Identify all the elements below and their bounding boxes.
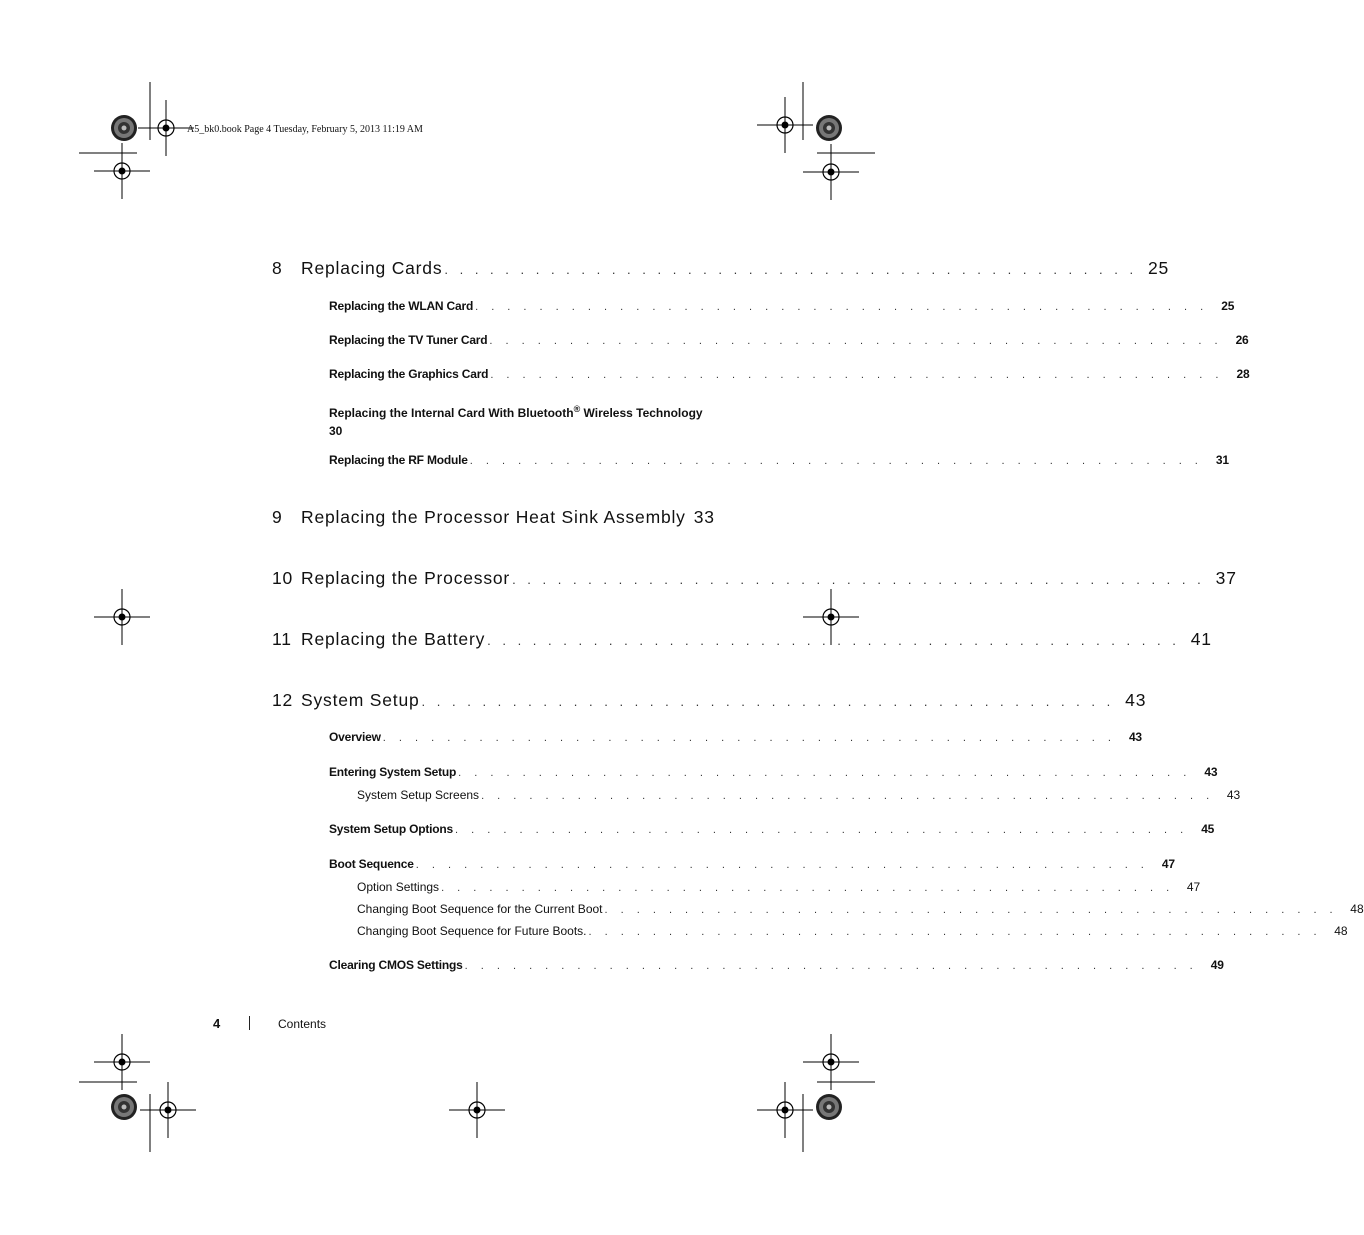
dot-leader: . . . . . . . . . . . . . . . . . . . . . . . . . . . . . . . . . . . . . . . . . . . . . . (604, 904, 1338, 916)
toc-section[interactable] (329, 367, 1250, 381)
page-number: 33 (693, 507, 715, 527)
page-number: 26 (1235, 333, 1249, 347)
toc-section[interactable] (329, 333, 1249, 347)
crosshair-icon (803, 144, 859, 200)
crosshair-icon (94, 143, 150, 199)
dot-leader: . . . . . . . . . . . . . . . . . . . . . . . . . . . . . . . . . . . . . . . . . . . . . . (441, 882, 1175, 894)
crosshair-icon (140, 1082, 196, 1138)
dot-leader: . . . . . . . . . . . . . . . . . . . . . . . . . . . . . . . . . . . . . . . . . . . . . . (464, 960, 1198, 972)
dot-leader: . . . . . . . . . . . . . . . . . . . . . . . . . . . . . . . . . . . . . . . . . . . . . . (487, 633, 1180, 648)
footer-divider (249, 1016, 250, 1030)
chapter-title: Replacing the Processor Heat Sink Assembly (301, 507, 686, 527)
star-target-icon (816, 115, 842, 141)
star-target-icon (111, 1094, 137, 1120)
dot-leader: . . . . . . . . . . . . . . . . . . . . . . . . . . . . . . . . . . . . . . . . . . . . . . (382, 732, 1116, 744)
page-number: 43 (1128, 730, 1142, 744)
section-title: Replacing the WLAN Card (329, 299, 474, 313)
toc-section[interactable] (329, 765, 1218, 779)
dot-leader: . . . . . . . . . . . . . . . . . . . . . . . . . . . . . . . . . . . . . . . . . . . . . . (475, 301, 1209, 313)
dot-leader: . . . . . . . . . . . . . . . . . . . . . . . . . . . . . . . . . . . . . . . . . . . . . . (421, 694, 1115, 709)
subsection-title: Changing Boot Sequence for Future Boots. (357, 924, 587, 938)
page-number: 47 (1186, 880, 1201, 894)
toc-section[interactable] (329, 857, 1175, 871)
page-number: 25 (1147, 258, 1170, 278)
page-number: 49 (1210, 958, 1224, 972)
dot-leader: . . . . . . . . . . . . . . . . . . . . . . . . . . . . . . . . . . . . . . . . . . . . . . (455, 824, 1189, 836)
dot-leader: . . . . . . . . . . . . . . . . . . . . . . . . . . . . . . . . . . . . . . . . . . . . . . (481, 790, 1215, 802)
page-number: 31 (1215, 453, 1229, 467)
crosshair-icon (757, 1082, 813, 1138)
registered-mark: ® (573, 404, 581, 414)
section-title: Clearing CMOS Settings (329, 958, 463, 972)
toc-subsection[interactable] (357, 924, 1348, 938)
toc-subsection[interactable] (357, 902, 1364, 916)
section-title: Overview (329, 730, 381, 744)
crosshair-icon (138, 100, 194, 156)
section-title: Replacing the Graphics Card (329, 367, 489, 381)
dot-leader: . . . . . . . . . . . . . . . . . . . . . . . . . . . . . . . . . . . . . . . . . . . . . . (512, 572, 1205, 587)
toc-section[interactable] (329, 299, 1235, 313)
star-target-icon (816, 1094, 842, 1120)
section-title-cont: Wireless Technology (580, 406, 703, 420)
toc-chapter-9[interactable] (272, 507, 715, 528)
toc-chapter-12[interactable] (272, 690, 1147, 711)
dot-leader: . . . . . . . . . . . . . . . . . . . . . . . . . . . . . . . . . . . . . . . . . . . . . . (588, 926, 1322, 938)
dot-leader: . . . . . . . . . . . . . . . . . . . . . . . . . . . . . . . . . . . . . . . . . . . . . . (444, 262, 1138, 277)
chapter-number: 11 (272, 629, 292, 649)
section-title: Replacing the Internal Card With Bluetooth (329, 406, 574, 420)
toc-chapter-8[interactable] (272, 258, 1170, 279)
crosshair-icon (757, 97, 813, 153)
toc-subsection[interactable] (357, 788, 1241, 802)
chapter-number: 12 (272, 690, 294, 710)
chapter-number: 9 (272, 507, 283, 527)
page-number: 47 (1161, 857, 1175, 871)
section-title: Boot Sequence (329, 857, 414, 871)
toc-section[interactable] (329, 822, 1215, 836)
subsection-title: Changing Boot Sequence for the Current Boot (357, 902, 603, 916)
print-slug: A5_bk0.book Page 4 Tuesday, February 5, 2013 11:19 AM (187, 124, 423, 135)
subsection-title: System Setup Screens (357, 788, 480, 802)
toc-section[interactable] (329, 958, 1224, 972)
chapter-title: Replacing the Processor (301, 568, 511, 588)
dot-leader: . . . . . . . . . . . . . . . . . . . . . . . . . . . . . . . . . . . . . . . . . . . . . . (469, 455, 1203, 467)
footer-page-number: 4 (213, 1016, 221, 1031)
page-number: 28 (1236, 367, 1250, 381)
section-title: Replacing the TV Tuner Card (329, 333, 488, 347)
section-title: Replacing the RF Module (329, 453, 468, 467)
chapter-number: 8 (272, 258, 283, 278)
toc-subsection[interactable] (357, 880, 1201, 894)
page-number: 43 (1226, 788, 1241, 802)
section-title: System Setup Options (329, 822, 454, 836)
page-number: 48 (1334, 924, 1348, 938)
crosshair-icon (449, 1082, 505, 1138)
subsection-title: Option Settings (357, 880, 440, 894)
dot-leader: . . . . . . . . . . . . . . . . . . . . . . . . . . . . . . . . . . . . . . . . . . . . . . (489, 335, 1223, 347)
chapter-title: System Setup (301, 690, 420, 710)
page-number: 41 (1190, 629, 1212, 649)
dot-leader: . . . . . . . . . . . . . . . . . . . . . . . . . . . . . . . . . . . . . . . . . . . . . . (490, 369, 1224, 381)
page-number: 25 (1221, 299, 1235, 313)
toc-section[interactable] (329, 400, 719, 440)
toc-chapter-10[interactable] (272, 568, 1237, 589)
toc-section[interactable] (329, 453, 1229, 467)
page-number: 37 (1215, 568, 1237, 588)
page-number: 30 (329, 424, 343, 438)
page-number: 43 (1125, 690, 1147, 710)
dot-leader: . . . . . . . . . . . . . . . . . . . . . . . . . . . . . . . . . . . . . . . . . . . . . . (458, 767, 1192, 779)
section-title: Entering System Setup (329, 765, 457, 779)
page-number: 45 (1201, 822, 1215, 836)
star-target-icon (111, 115, 137, 141)
toc-chapter-11[interactable] (272, 629, 1212, 650)
footer-label: Contents (278, 1017, 327, 1031)
chapter-title: Replacing the Battery (301, 629, 486, 649)
chapter-title: Replacing Cards (301, 258, 443, 278)
toc-section[interactable] (329, 730, 1142, 744)
crosshair-icon (94, 589, 150, 645)
dot-leader: . . . . . . . . . . . . . . . . . . . . . . . . . . . . . . . . . . . . . . . . . . . . . . (415, 859, 1149, 871)
page-number: 43 (1204, 765, 1218, 779)
page-number: 48 (1350, 902, 1364, 916)
chapter-number: 10 (272, 568, 294, 588)
